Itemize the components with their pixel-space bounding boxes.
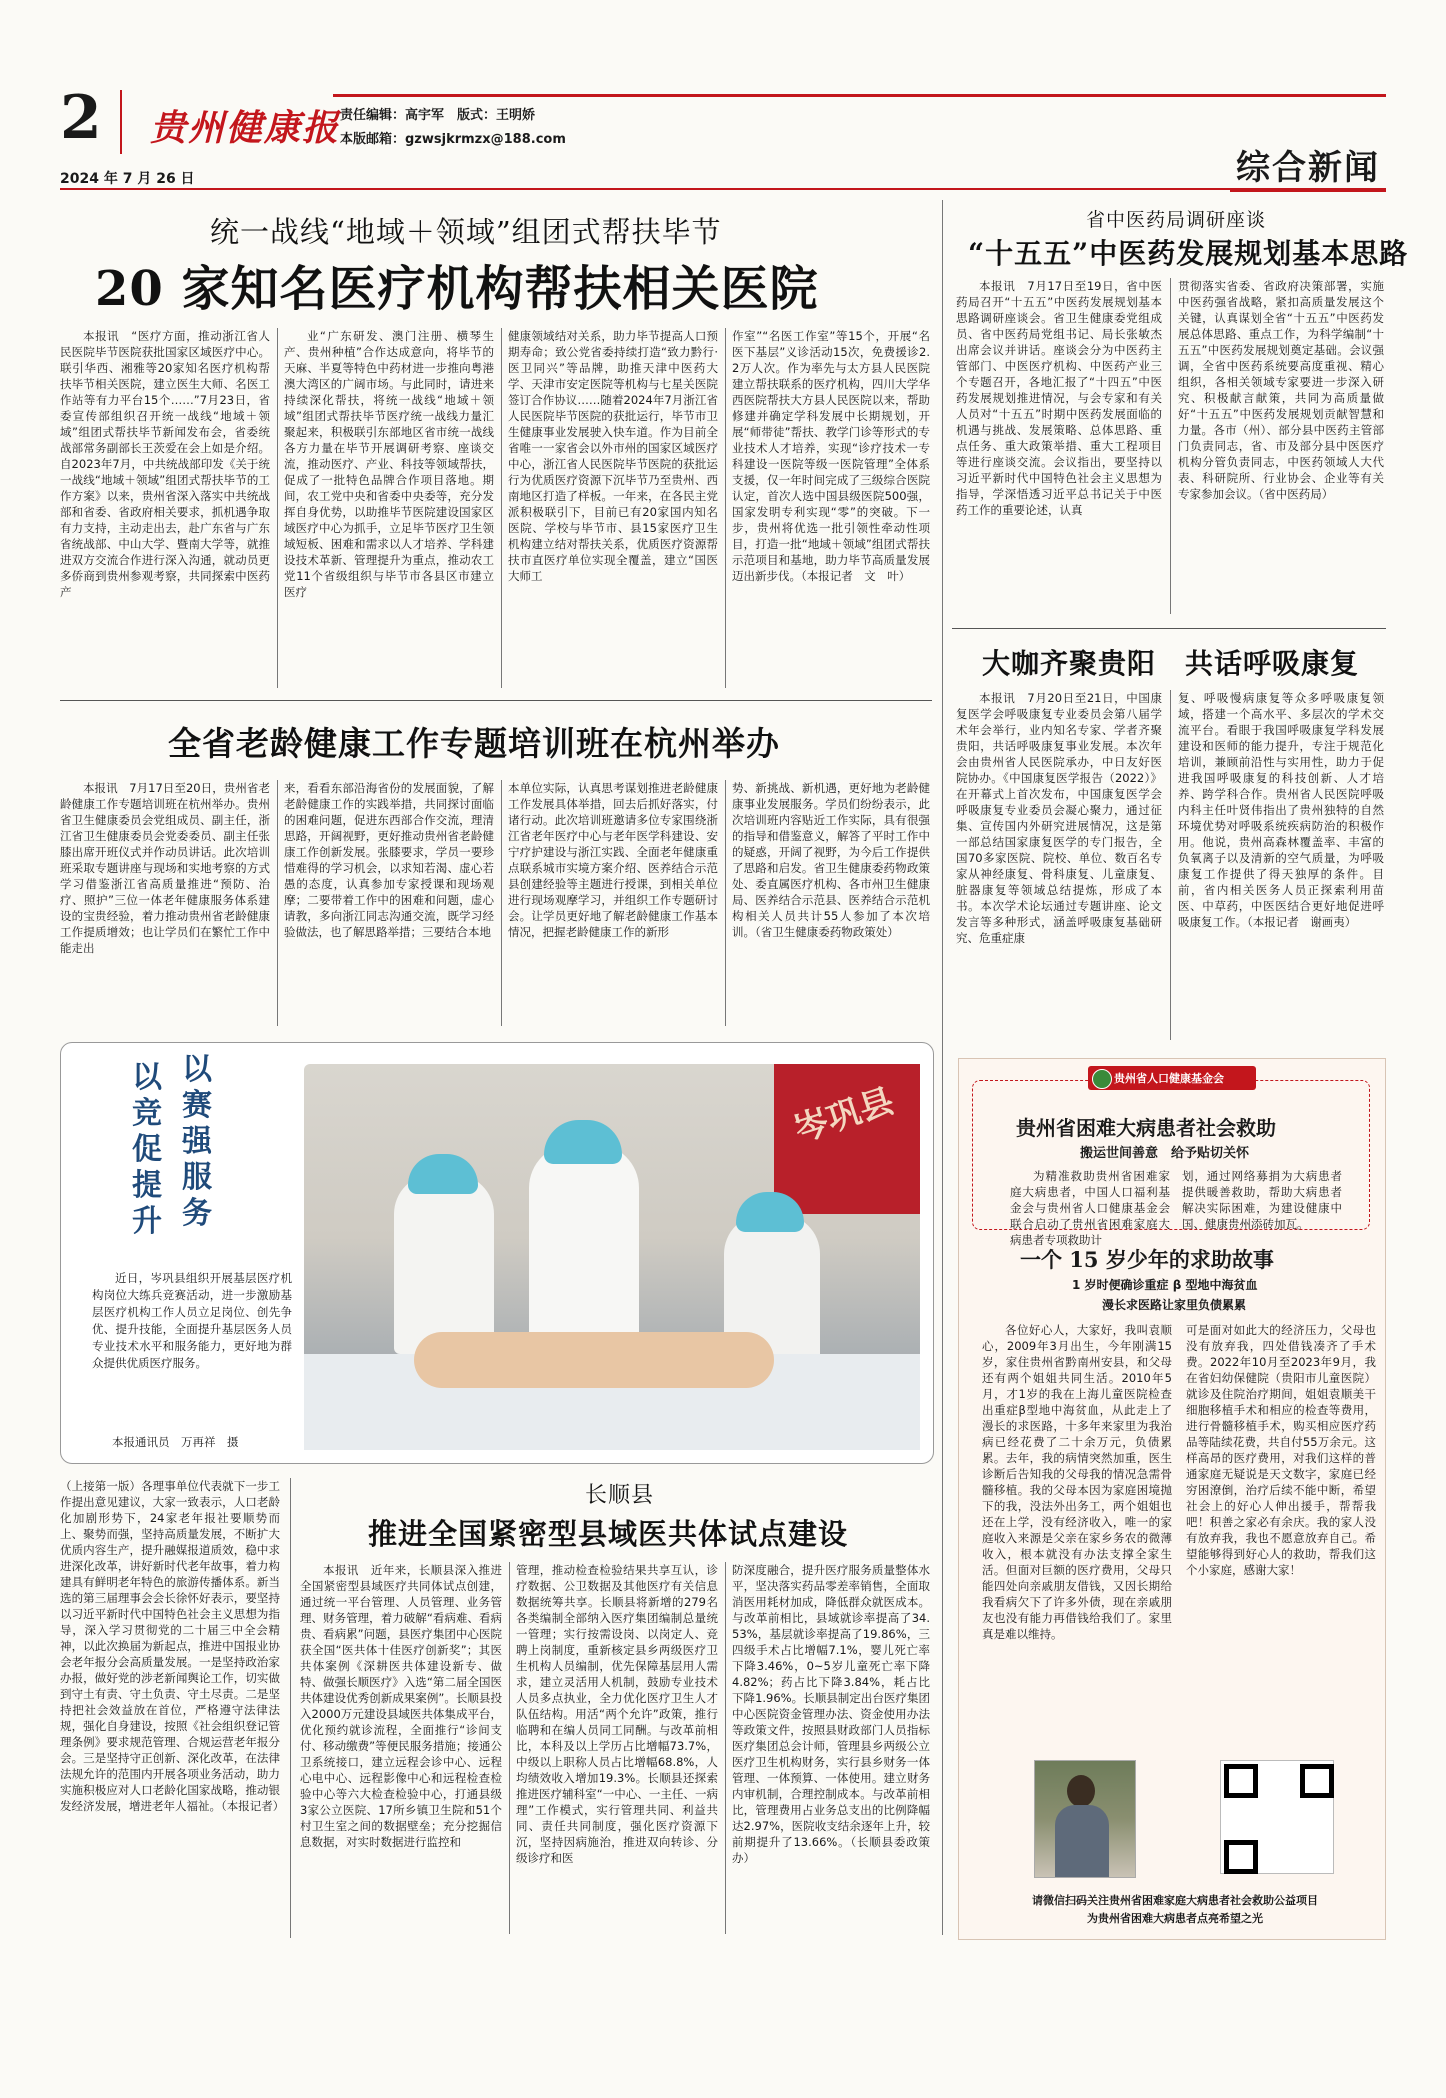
foundation-name: 贵州省人口健康基金会 [1114,1072,1224,1085]
photo-credit: 本报通讯员 万再祥 摄 [112,1435,239,1449]
nurse-figure [394,1174,494,1354]
slogan-col-1: 以竞促提升 [132,1060,162,1239]
masthead-divider [120,90,122,154]
story-sub-2: 漫长求医路让家里负债累累 [1102,1298,1247,1312]
a3-col-2: 复、呼吸慢病康复等众多呼吸康复领域，搭建一个高水平、多层次的学术交流平台。看眼于我国呼吸康复学科发展建设和医师的能力提升，专注于规范化培训，兼顾前沿性与实用性，助力于促进我国呼吸康复的科技创新、人才培养、跨学科合作。贵州省人民医院呼吸内科主任叶贤伟指出了贵州独特的自然环境优势对呼吸系统疾病防治的积极作用。他说，贵州高森林覆盖率、丰富的负氧离子以及清新的空气质量，为呼吸康复工作提供了得天独厚的条件。目前，省内相关医务人员正探索利用苗医、中草药，中医医结合更好地促进呼吸康复工作。（本报记者 谢画夷） [1178,691,1384,929]
banner-text: 岑巩县 [789,1081,899,1151]
a2-col-1: 本报讯 7月17日至19日，省中医药局召开“十五五”中医药发展规划基本思路调研座谈会。省卫生健康委党组成员、省中医药局党组书记、局长张敏杰出席会议并讲话。座谈会分为中医药主管部门、中医医疗机构、中医药产业三个专题召开，各地汇报了“十四五”中医药发展规划推进情况，与会专家和有关人员对“十五五”时期中医药发展面临的机遇与挑战、发展策略、总体思路、重点任务、重大政策举措、重大工程项目等进行座谈交流。会议指出，要坚持以习近平新时代中国特色社会主义思想为指导，学深悟透习近平总书记关于中医药工作的重要论述，认真 [956,279,1162,517]
foundation-logo-icon [1092,1069,1112,1089]
a7-subtitle: 搬运世间善意 给予贴切关怀 [1080,1146,1250,1161]
a6-col-rule [509,1562,510,1934]
story-sub-1: 1 岁时便确诊重症 β 型地中海贫血 [1072,1278,1258,1292]
a4-col-4: 势、新挑战、新机遇，更好地为老龄健康事业发展服务。学员们纷纷表示，此次培训班内容贴近工作实际，具有很强的指导和借鉴意义，解答了平时工作中的疑惑，开阔了视野，为今后工作提供了思路和启发。省卫生健康委药物政策处、委直属医疗机构、各市州卫生健康局、医养结合示范县、医养结合示范机构相关人员共计55人参加了本次培训。（省卫生健康委药物政策处） [732,781,930,939]
person-body [1055,1805,1109,1877]
a3-col-rule [1170,690,1171,1040]
photo-caption: 近日，岑巩县组织开展基层医疗机构岗位大练兵竞赛活动，进一步激励基层医疗机构工作人员立足岗位、创先争优、提升技能，全面提升基层医务人员专业技术水平和服务能力，更好地为群众提供优质医疗服务。 [92,1271,292,1370]
a6-col-3: 防深度融合，提升医疗服务质量整体水平，坚决落实药品零差率销售，全面取消医用耗材加成，降低群众就医成本。与改革前相比，县域就诊率提高了34.53%，基层就诊率提高了19.86%，三四级手术占比增幅7.1%，婴儿死亡率下降3.46%，0~5岁儿童死亡率下降4.82%；药占比下降3.84%，耗占比下降1.96%。长顺县制定出台医疗集团中心医院资金管理办法、资金使用办法等政策文件，按照县财政部门人员指标医疗集团总会计师，管理县乡两级公立医疗卫生机构财务，实行县乡财务一体管理、一体预算、一体使用。建立财务内审机制，合理控制成本。与改革前相比，管理费用占业务总支出的比例降幅达2.97%，医院收支结余逐年上升，较前期提升了13.66%。（长顺县委政策办） [732,1563,930,1865]
a1-col-4: 作室”“名医工作室”等15个，开展“名医下基层”义诊活动15次，免费援诊2.2万人次。作为率先与太方县人民医院建立帮扶联系的医疗机构，四川大学华西医院帮扶大方县人民医院以来，帮助修建并确定学科发展中长期规划，开展“师带徒”帮扶、教学门诊等形式的专业技术人才培养，实现“诊疗技术一专科建设一医院等级一医院管理”全体系支援，仅一年时间完成了三级综合医院认定，首次人选中国县级医院500强，国家发明专利实现“零”的突破。下一步，贵州将优选一批引领性牵动性项目，打造一批“地域＋领域”组团式帮扶示范项目和基地，助力毕节高质量发展迈出新步伐。（本报记者 文 叶） [732,329,930,583]
qr-finder-tl [1224,1764,1258,1798]
a4-col-rule [725,780,726,1026]
a6-col-rule [725,1562,726,1934]
story-col-2: 可是面对如此大的经济压力，父母也没有放弃我，四处借钱凑齐了手术费。2022年10月至2023年9月，我在省妇幼保健院（贵阳市儿童医院）就诊及住院治疗期间，姐姐袁顺美干细胞移植手术和相应的检查等费用，进行骨髓移植手术，购买相应医疗药品等陆续花费，共自付55万余元。这样高昂的医疗费用，对我们这样的普通家庭无疑说是天文数字，家庭已经穷困潦倒，治疗后续不能中断，希望社会上的好心人伸出援手，帮帮我吧！积善之家必有余庆。我的家人没有放弃我，我也不愿意放弃自己。希望能够得到好心人的救助，帮我们这个小家庭，感谢大家！ [1186,1323,1376,1577]
a4-col-2: 来，看看东部沿海省份的发展面貌，了解老龄健康工作的实践举措，共同探讨面临的困难问题，促进东西部合作交流，理清思路，开阔视野，更好推动贵州省老龄健康工作创新发展。张膝要求，学员一要珍惜难得的学习机会，以求知若渴、虚心若愚的态度，认真参加专家授课和现场观摩；二要带着工作中的困难和问题，虚心请教，多向浙江同志沟通交流，既学习经验做法，也了解思路举措；三要结合本地 [284,781,494,939]
a1-kicker: 统一战线“地域＋领域”组团式帮扶毕节 [210,215,722,249]
story-col-1: 各位好心人，大家好，我叫袁顺心，2009年3月出生，今年刚满15岁，家住贵州省黔南州安县，和父母还有两个姐姐共同生活。2010年5月，才1岁的我在上海儿童医院检查出重症β型地中海贫血，从此走上了漫长的求医路，十多年来家里为我治病已经花费了二十余万元，负债累累。去年，我的病情突然加重，医生诊断后告知我的父母我的情况急需骨髓移植。我的父母本因为家庭困境抛下的我，没法外出务工，两个姐姐也还在上学，没有经济收入，唯一的家庭收入来源是父亲在家乡务农的微薄收入，根本就没有办法支撑全家生活。但面对巨额的医疗费用，父母只能四处向亲戚朋友借钱，又因长期给我看病欠下了许多外债，现在亲戚朋友也没有能力再借钱给我们了。家里真是难以维持。 [982,1323,1172,1641]
patient-photo [1034,1760,1136,1878]
a4-title: 全省老龄健康工作专题培训班在杭州举办 [168,724,780,763]
masthead-rule-bottom [60,188,1230,190]
a2-title: “十五五”中医药发展规划基本思路 [968,237,1409,270]
nurse-cap [408,1154,478,1194]
a7-intro-col-1: 为精准救助贵州省困难家庭大病患者，中国人口福利基金会与贵州省人口健康基金会联合启动了贵州省困难家庭大病患者专项救助计 [1010,1169,1170,1247]
a1-col-2: 业“广东研发、澳门注册、横琴生产、贵州种植”合作达成意向，将毕节的天麻、半夏等特色中药材进一步推向粤港澳大湾区的广阔市场。与此同时，请进来持续深化帮扶，将统一战线“地域＋领域”组团式帮扶毕节医疗统一战线力量汇聚起来，积极联引东部地区省市统一战线各方力量在毕节开展调研考察、座谈交流，推动医疗、产业、科技等领域帮扶，促成了一批特色品牌合作项目落地。期间，农工党中央和省委中央委等，充分发挥自身优势，以助推毕节医院建设国家区域医疗中心为抓手，立足毕节医疗卫生领域短板、困难和需求以人才培养、学科建设技术革新、管理提升为重点，推动农工党11个省级组织与毕节市各县区市建立医疗 [284,329,494,599]
a4-col-1: 本报讯 7月17日至20日，贵州省老龄健康工作专题培训班在杭州举办。贵州省卫生健康委员会党组成员、副主任，浙江省卫生健康委员会党委委员、副主任张膝出席开班仪式并作动员讲话。此次培训班采取专题讲座与现场和实地考察的方式学习借鉴浙江省高质量推进“预防、治疗、照护”三位一体老年健康服务体系建设的宝贵经验，着力推动贵州省老龄健康工作提质增效；也让学员们在繁忙工作中能走出 [60,781,270,955]
a1-col-1: 本报讯 “医疗方面，推动浙江省人民医院毕节医院获批国家区域医疗中心。联引华西、湘雅等20家知名医疗机构帮扶毕节相关医院，建立医生大师、名医工作站等有力平台15个……”7月23日，省委宣传部组织召开统一战线“地域＋领域”组团式帮扶毕节新闻发布会，省委统战部常务副部长王茨爱在会上如是介绍。自2023年7月，中共统战部印发《关于统一战线“地域＋领域”组团式帮扶毕节的工作方案》以来，贵州省深入落实中共统战部和省委、省政府相关要求，抓机遇争取有力支持，主动走出去，赴广东省与广东省统战部、中山大学、暨南大学等，就推进双方交流合作进行深入沟通，就动员更多侨商到贵州参观考察，共同探索中医药产 [60,329,270,599]
nurse-figure [529,1144,639,1344]
a2-kicker: 省中医药局调研座谈 [1086,209,1267,231]
a6-col-2: 管理，推动检查检验结果共享互认，诊疗数据、公卫数据及其他医疗有关信息数据统筹共享。长顺县将新增的279名各类编制全部纳入医疗集团编制总量统一管理；实行按需设岗、以岗定人、竞聘上岗制度，重新核定县乡两级医疗卫生机构人员编制，优先保障基层用人需求，建立灵活用人机制，鼓励专业技术人员多点执业，全力优化医疗卫生人才队伍结构。用活“两个允许”政策，推行临聘和在编人员同工同酬。与改革前相比，本科及以上学历占比增幅73.7%，中级以上职称人员占比增幅68.8%，人均绩效收入增加19.3%。长顺县还探索推进医疗辅科室“一中心、一主任、一病理”工作模式，实行管理共同、利益共同、责任共同制度，强化医疗资源下沉，坚持因病施治，推进双向转诊、分级诊疗和医 [516,1563,718,1865]
a7-intro-col-2: 划，通过网络募捐为大病患者提供暖善救助，帮助大病患者解决实际困难，为建设健康中国、健康贵州添砖加瓦。 [1182,1169,1342,1231]
a1-col-3: 健康领域结对关系，助力毕节提高人口预期寿命；致公党省委持续打造“致力黔行·医卫同兴”等品牌，助推天津中医药大学、天津市安定医院等机构与七星关医院签订合作协议……随着2024年7月浙江省人民医院毕节医院的获批运行，毕节市卫生健康事业发展驶入快车道。作为目前全省唯一一家省会以外市州的国家区域医疗中心，浙江省人民医院毕节医院的获批运行为优质医疗资源下沉毕节乃至贵州、西南地区打造了样板。一年来，在各民主党派积极联引下，目前已有20家国内知名医院、学校与毕节市、县15家医疗卫生机构建立结对帮扶关系，优质医疗资源帮扶市直医疗单位实现全覆盖，建立“国医大师工 [508,329,718,583]
page-number: 2 [60,83,102,153]
page-column-rule [942,200,943,1935]
a1-col-rule [277,328,278,688]
a3-col-1: 本报讯 7月20日至21日，中国康复医学会呼吸康复专业委员会第八届学术年会举行，业内知名专家、学者齐聚贵阳，共话呼吸康复事业发展。本次年会由贵州省人民医院承办，中日友好医院协办。《中国康复医学报告（2022）》在开幕式上首次发布，中国康复医学会呼吸康复专业委员会凝心聚力，通过征集、宣传国内外研究进展情况，这是第一部总结国家康复医学的专门报告，全国70多家医院、院校、单位、数百名专家从神经康复、骨科康复、儿童康复、脏器康复等领域总结提炼，形成了本书。本次学术论坛通过专题讲座、论文发言等多种形式，涵盖呼吸康复基础研究、危重症康 [956,691,1162,945]
a1-col-rule [501,328,502,688]
a2-col-2: 贯彻落实省委、省政府决策部署，实施中医药强省战略，紧扣高质量发展这个关键，认真谋划全省“十五五”中医药发展总体思路、重点工作，为科学编制“十五五”中医药发展规划奠定基础。会议强调，全省中医药系统要高度重视、精心组织，各相关领域专家要进一步深入研究、积极献言献策，共同为高质量做好“十五五”中医药发展规划贡献智慧和力量。各市（州）、部分县中医药主管部门负责同志，省、市及部分县中医医疗机构分管负责同志，中医药领域人大代表、科研院所、行业协会、企业等有关专家参加会议。（省中医药局） [1178,279,1384,501]
page-email: 本版邮箱：gzwsjkrmzx@188.com [340,132,566,147]
a4-top-rule [60,700,932,701]
section-rule [1230,188,1386,192]
issue-date: 2024 年 7 月 26 日 [60,171,195,187]
a5-col-1: （上接第一版）各理事单位代表就下一步工作提出意见建议，大家一致表示，人口老龄化加剧形势下，24家老年报社要顺势而上、聚势而强，坚持高质量发展，不断扩大优质内容生产，提升融媒报道质效，稳中求进深化改革，讲好新时代老年故事，着力构建具有鲜明老年特色的旅游传播体系。新当选的第三届理事会会长徐怀好表示，要坚持以习近平新时代中国特色社会主义思想为指导，深入学习贯彻党的二十届三中全会精神，以此次换届为新起点，推进中国报业协会老年报分会高质量发展。一是坚持政治家办报，做好党的涉老新闻舆论工作，切实做到守土有责、守土负责、守土尽责。二是坚持把社会效益放在首位，严格遵守法律法规，强化自身建设，按照《社会组织登记管理条例》要求规范管理、合规运营老年报分会。三是坚持守正创新、深化改革，在法律法规允许的范围内开展各项业务活动，助力实施积极应对人口老龄化国家战略，推动银发经济发展，增进老年人福祉。（本报记者） [60,1479,285,1813]
a2-bottom-rule [952,628,1386,629]
qr-finder-bl [1224,1840,1258,1874]
a6-title: 推进全国紧密型县域医共体试点建设 [368,1517,849,1551]
competition-photo [304,1064,920,1450]
slogan-col-2: 以赛强服务 [182,1052,212,1231]
a6-kicker: 长顺县 [585,1483,655,1508]
a7-title: 贵州省困难大病患者社会救助 [1016,1116,1276,1140]
qr-finder-tr [1300,1764,1334,1798]
a5-col-rule [290,1478,291,1938]
a6-col-1: 本报讯 近年来，长顺县深入推进全国紧密型县域医疗共同体试点创建，通过统一平台管理、人员管理、业务管理、财务管理，着力破解“看病难、看病贵、看病累”问题，县医疗集团中心医院获全国“医共体十佳医疗创新奖”；其医共体案例《深耕医共体建设新专、做特、做强长顺医疗》入选“第二届全国医共体建设优秀创新成果案例”。长顺县投入2000万元建设县域医共体集成平台，优化预约就诊流程，全面推行“诊间支付、移动缴费”等便民服务措施；接通公卫系统接口，建立远程会诊中心、远程心电中心、远程影像中心和远程检查检验中心等六大检查检验中心，打通县级3家公立医院、17所乡镇卫生院和51个村卫生室之间的数据壁垒；充分挖掘信息数据，对实时数据进行监控和 [300,1563,502,1849]
a2-col-rule [1170,278,1171,614]
a1-title: 20 家知名医疗机构帮扶相关医院 [95,261,819,317]
section-title: 综合新闻 [1236,148,1380,188]
story-title: 一个 15 岁少年的求助故事 [1020,1247,1274,1272]
paper-name-logo: 贵州健康报 [150,107,341,149]
person-head [1067,1775,1095,1807]
a4-col-rule [277,780,278,1026]
nurse-cap [544,1120,622,1164]
a1-col-rule [725,328,726,688]
a4-col-rule [501,780,502,1026]
editor-credit: 责任编辑：高宇军 版式：王明娇 [340,108,536,123]
qr-caption-2: 为贵州省困难大病患者点亮希望之光 [1087,1912,1263,1925]
a3-title: 大咖齐聚贵阳 共话呼吸康复 [982,647,1360,680]
mannequin [414,1332,774,1388]
a4-col-3: 本单位实际，认真思考谋划推进老龄健康工作发展具体举措，回去后抓好落实，付诸行动。此次培训班邀请多位专家围绕浙江省老年医疗中心与老年医学科建设、安宁疗护建设与浙江实践、全面老年健康重点联系城市实境方案介绍、医养结合示范县创建经验等主题进行授课，到相关单位进行现场观摩学习，并组织工作专题研讨会。让学员更好地了解老龄健康工作基本情况，把握老龄健康工作的新形 [508,781,718,939]
masthead-rule-top [333,94,1386,97]
qr-caption-1: 请微信扫码关注贵州省困难家庭大病患者社会救助公益项目 [1032,1894,1318,1907]
